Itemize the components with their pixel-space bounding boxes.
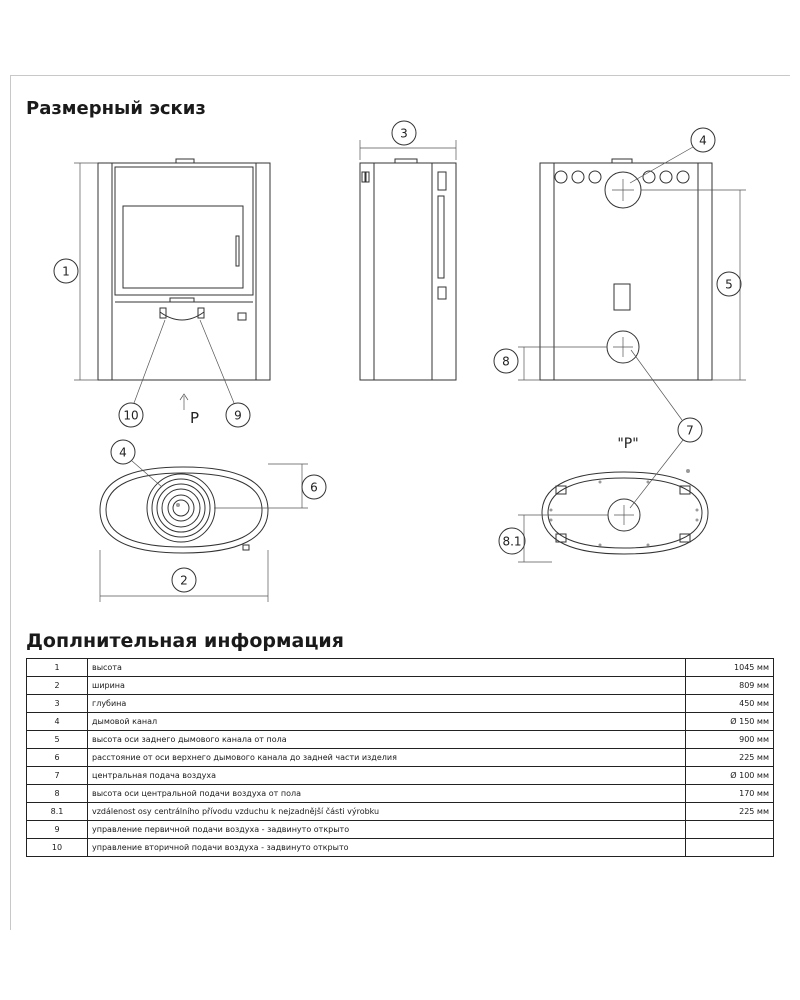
row-value: Ø 150 мм [686,713,774,731]
callout-5 [717,272,741,296]
callout-7 [678,418,702,442]
row-number: 3 [27,695,88,713]
side-view-drawing [360,140,456,380]
table-row [27,839,774,857]
row-number: 1 [27,659,88,677]
callout-8 [494,349,518,373]
table-row [27,821,774,839]
info-title: Доплнительная информация [26,630,344,652]
view-p-label: P [190,409,200,427]
callout-6 [302,475,326,499]
row-description: расстояние от оси верхнего дымового канала до задней части изделия [88,749,686,767]
row-number: 2 [27,677,88,695]
table-row [27,731,774,749]
info-table [26,658,774,857]
row-description: глубина [88,695,686,713]
svg-text:1: 1 [62,264,70,279]
row-description: управление первичной подачи воздуха - задвинуто открыто [88,821,686,839]
row-description: высота [88,659,686,677]
svg-text:7: 7 [686,423,694,438]
callout-3 [392,121,416,145]
callout-10 [119,403,143,427]
callout-2 [172,568,196,592]
row-number: 10 [27,839,88,857]
top-view-drawing [100,461,308,602]
row-number: 7 [27,767,88,785]
callout-4-top [111,440,135,464]
svg-text:9: 9 [234,408,242,423]
row-value: 170 мм [686,785,774,803]
row-value: Ø 100 мм [686,767,774,785]
svg-text:8: 8 [502,354,510,369]
row-number: 4 [27,713,88,731]
row-description: vzdálenost osy centrálního přívodu vzduchu k nejzadnější části výrobku [88,803,686,821]
callout-9 [226,403,250,427]
sketch-title: Размерный эскиз [26,98,206,119]
svg-text:4: 4 [699,133,707,148]
svg-text:8.1: 8.1 [502,534,522,549]
rear-view-drawing [518,147,746,420]
row-value: 225 мм [686,803,774,821]
callout-1 [54,259,78,283]
table-row [27,785,774,803]
table-row [27,677,774,695]
svg-text:5: 5 [725,277,733,292]
front-view-drawing [74,159,270,410]
row-value: 809 мм [686,677,774,695]
row-description: ширина [88,677,686,695]
row-number: 6 [27,749,88,767]
callout-4-rear [691,128,715,152]
table-row [27,695,774,713]
bottom-view-drawing [518,440,708,562]
row-value [686,839,774,857]
table-row [27,659,774,677]
row-description: дымовой канал [88,713,686,731]
svg-text:3: 3 [400,126,408,141]
row-number: 9 [27,821,88,839]
svg-text:6: 6 [310,480,318,495]
view-p-quoted-label: "P" [617,436,639,452]
row-number: 8 [27,785,88,803]
table-row [27,803,774,821]
row-value: 225 мм [686,749,774,767]
row-value [686,821,774,839]
row-description: высота оси заднего дымового канала от пола [88,731,686,749]
callout-8-1 [499,528,525,554]
table-row [27,767,774,785]
row-description: управление вторичной подачи воздуха - задвинуто открыто [88,839,686,857]
row-description: высота оси центральной подачи воздуха от пола [88,785,686,803]
table-row [27,749,774,767]
row-value: 450 мм [686,695,774,713]
row-number: 8.1 [27,803,88,821]
svg-text:2: 2 [180,573,188,588]
row-value: 1045 мм [686,659,774,677]
row-description: центральная подача воздуха [88,767,686,785]
table-row [27,713,774,731]
svg-text:10: 10 [123,408,139,423]
row-value: 900 мм [686,731,774,749]
svg-text:4: 4 [119,445,127,460]
row-number: 5 [27,731,88,749]
